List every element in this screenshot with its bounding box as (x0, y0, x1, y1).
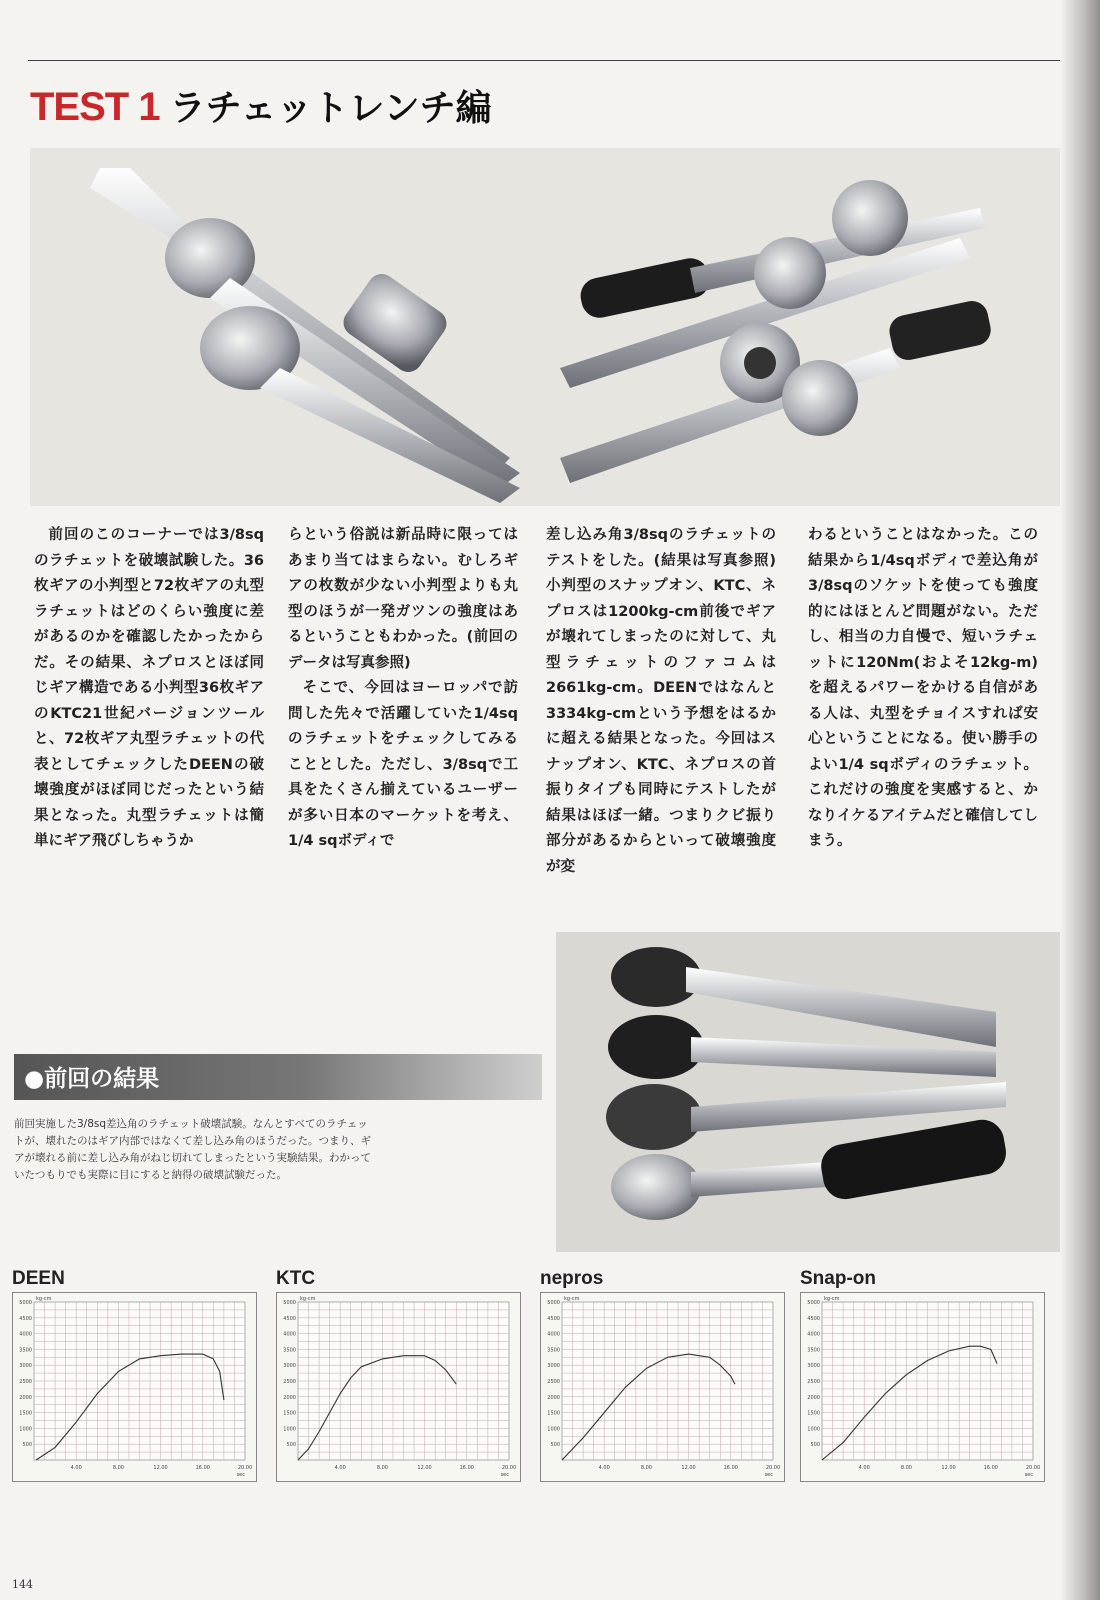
page-heading (30, 80, 492, 130)
x-tick-label: 12.00 (417, 1465, 432, 1471)
y-tick-label: 500 (286, 1442, 296, 1449)
chart-snapon (800, 1268, 1045, 1482)
y-tick-label: 3000 (547, 1363, 560, 1370)
y-tick-label: 3500 (807, 1347, 820, 1354)
previous-results-caption: 前回実施した3/8sq差込角のラチェット破壊試験。なんとすべてのラチェットが、壊れたのはギア内部ではなくて差し込み角のほうだった。つまり、ギアが壊れる前に差し込み角がねじ切れてしまったという実験結果。わかっていたつもりでも実際に目にすると納得の破壊試験だった。 (14, 1118, 371, 1181)
y-tick-label: 1500 (283, 1410, 296, 1417)
chart-deen-plot (12, 1292, 257, 1482)
y-tick-label: 2500 (283, 1379, 296, 1385)
x-tick-label: 8.00 (376, 1465, 388, 1471)
y-tick-label: 1000 (19, 1426, 32, 1433)
x-tick-label: 8.00 (640, 1465, 652, 1471)
column-2-text-b: そこで、今回はヨーロッパで訪問した先々で活躍していた1/4sqのラチェットをチェックしてみることとした。ただし、3/8sqで工具をたくさん揃えているユーザーが多い日本のマーケットを考え、1/4 sqボディで (288, 680, 518, 849)
y-tick-label: 1000 (807, 1426, 820, 1433)
previous-results-title: ●前回の結果 (24, 1066, 160, 1092)
column-2-text-a: らという俗説は新品時に限ってはあまり当てはまらない。むしろギアの枚数が少ない小判型よりも丸型のほうが一発ガツンの強度はあるということもわかった。(前回のデータは写真参照) (288, 527, 518, 671)
y-tick-label: 4500 (19, 1315, 32, 1322)
y-tick-label: 5000 (283, 1300, 296, 1306)
x-tick-label: 8.00 (112, 1465, 124, 1471)
y-tick-label: 2000 (19, 1394, 32, 1401)
y-tick-label: 4000 (283, 1331, 296, 1338)
y-tick-label: 2500 (547, 1379, 560, 1385)
x-axis-unit: sec (764, 1472, 773, 1478)
x-tick-label: 8.00 (900, 1465, 912, 1471)
y-tick-label: 4500 (547, 1315, 560, 1322)
x-tick-label: 20.00 (501, 1465, 517, 1471)
x-tick-label: 4.00 (334, 1465, 346, 1471)
y-tick-label: 1500 (547, 1410, 560, 1417)
page-number: 144 (12, 1578, 33, 1591)
y-axis-unit: kg-cm (824, 1296, 840, 1302)
x-tick-label: 12.00 (681, 1465, 696, 1471)
y-axis-unit: kg-cm (300, 1296, 316, 1302)
y-tick-label: 3500 (19, 1347, 32, 1354)
article-column-4 (808, 523, 1038, 855)
chart-deen (12, 1268, 257, 1482)
top-rule (28, 60, 1060, 61)
y-tick-label: 4500 (283, 1315, 296, 1322)
chart-deen-title: DEEN (12, 1268, 65, 1289)
chart-nepros-plot (540, 1292, 785, 1482)
article-body (34, 523, 1054, 875)
x-tick-label: 16.00 (983, 1465, 998, 1471)
chart-ktc-plot (276, 1292, 521, 1482)
y-tick-label: 4000 (807, 1331, 820, 1338)
x-tick-label: 12.00 (941, 1465, 956, 1471)
y-tick-label: 3000 (19, 1363, 32, 1370)
x-tick-label: 16.00 (459, 1465, 474, 1471)
y-tick-label: 3000 (807, 1363, 820, 1370)
y-tick-label: 500 (810, 1442, 820, 1449)
x-axis-unit: sec (500, 1472, 509, 1478)
y-axis-unit: kg-cm (564, 1296, 580, 1302)
x-axis-unit: sec (236, 1472, 245, 1478)
x-tick-label: 16.00 (723, 1465, 738, 1471)
x-tick-label: 12.00 (153, 1465, 168, 1471)
column-1-text: 前回のこのコーナーでは3/8sqのラチェットを破壊試験した。36枚ギアの小判型と72枚ギアの丸型ラチェットはどのくらい強度に差があるのかを確認したかったからだ。その結果、ネプロスとほぼ同じギア構造である小判型36枚ギアのKTC21世紀バージョンツールと、72枚ギア丸型ラチェットの代表としてチェックしたDEENの破壊強度がほぼ同じだったという結果となった。丸型ラチェットは簡単にギア飛びしちゃうか (34, 527, 264, 849)
y-tick-label: 500 (550, 1442, 560, 1449)
y-tick-label: 1000 (547, 1426, 560, 1433)
x-tick-label: 20.00 (765, 1465, 781, 1471)
ratchet-illustration-top (30, 148, 1060, 506)
x-tick-label: 4.00 (70, 1465, 82, 1471)
previous-results-banner (14, 1054, 542, 1100)
ratchet-illustration-previous (556, 932, 1060, 1252)
column-3-text: 差し込み角3/8sqのラチェットのテストをした。(結果は写真参照)小判型のスナップオン、KTC、ネプロスは1200kg-cm前後でギアが壊れてしまったのに対して、丸型ラチェットのファコムは2661kg-cm。DEENではなんと3334kg-cmという予想をはるかに超える結果となった。今回はスナップオン、KTC、ネプロスの首振りタイプも同時にテストしたが結果はほぼ一緒。つまりクビ振り部分があるからといって破壊強度が変 (546, 527, 776, 875)
y-axis-unit: kg-cm (36, 1296, 52, 1302)
chart-nepros (540, 1268, 785, 1482)
article-column-3 (546, 523, 776, 880)
y-tick-label: 2500 (19, 1379, 32, 1385)
chart-snapon-title: Snap-on (800, 1268, 876, 1289)
y-tick-label: 5000 (19, 1300, 32, 1306)
x-tick-label: 4.00 (598, 1465, 610, 1471)
page-title: ラチェットレンチ編 (169, 88, 492, 129)
y-tick-label: 500 (22, 1442, 32, 1449)
chart-ktc (276, 1268, 521, 1482)
page-gutter-shadow (1060, 0, 1100, 1600)
ratchet-photo-top (30, 148, 1060, 506)
chart-snapon-plot (800, 1292, 1045, 1482)
y-tick-label: 1500 (807, 1410, 820, 1417)
y-tick-label: 2000 (283, 1394, 296, 1401)
article-column-2 (288, 523, 518, 855)
y-tick-label: 1500 (19, 1410, 32, 1417)
y-tick-label: 5000 (807, 1300, 820, 1306)
y-tick-label: 1000 (283, 1426, 296, 1433)
y-tick-label: 2000 (807, 1394, 820, 1401)
test-label: TEST 1 (30, 85, 160, 129)
x-tick-label: 4.00 (858, 1465, 870, 1471)
y-tick-label: 3500 (547, 1347, 560, 1354)
y-tick-label: 4000 (19, 1331, 32, 1338)
column-4-text: わるということはなかった。この結果から1/4sqボディで差込角が3/8sqのソケットを使っても強度的にはほとんど問題がない。ただし、相当の力自慢で、短いラチェットに120Nm(およそ12kg-m)を超えるパワーをかける自信がある人は、丸型をチョイスすれば安心ということになる。使い勝手のよい1/4 sqボディのラチェット。これだけの強度を実感すると、かなりイケるアイテムだと確信してしまう。 (808, 527, 1038, 849)
y-tick-label: 2000 (547, 1394, 560, 1401)
article-column-1 (34, 523, 264, 855)
chart-nepros-title: nepros (540, 1268, 604, 1289)
y-tick-label: 4500 (807, 1315, 820, 1322)
y-tick-label: 3500 (283, 1347, 296, 1354)
x-axis-unit: sec (1024, 1472, 1033, 1478)
y-tick-label: 5000 (547, 1300, 560, 1306)
x-tick-label: 16.00 (195, 1465, 210, 1471)
y-tick-label: 4000 (547, 1331, 560, 1338)
chart-ktc-title: KTC (276, 1268, 316, 1289)
ratchet-photo-previous (556, 932, 1060, 1252)
x-tick-label: 20.00 (1025, 1465, 1041, 1471)
x-tick-label: 20.00 (237, 1465, 253, 1471)
y-tick-label: 3000 (283, 1363, 296, 1370)
y-tick-label: 2500 (807, 1379, 820, 1385)
